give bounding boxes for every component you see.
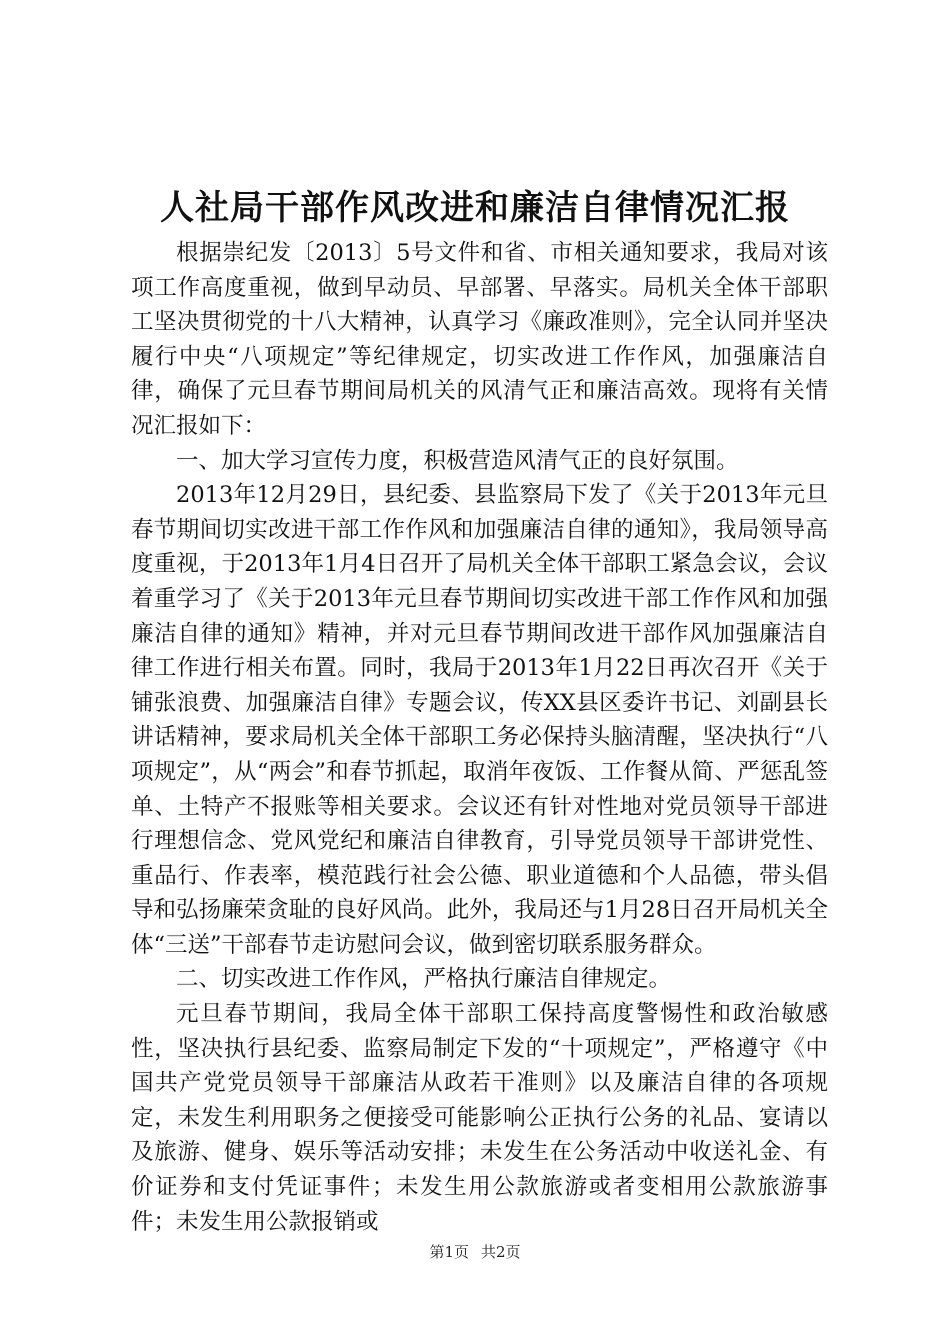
page-footer <box>0 1242 950 1262</box>
paragraph-section-1: 2013年12月29日，县纪委、县监察局下发了《关于2013年元旦春节期间切实改进干部工作作风和加强廉洁自律的通知》，我局领导高度重视，于2013年1月4日召开了局机关全体干部职工紧急会议，会议着重学习了《关于2013年元旦春节期间切实改进干部工作作风和加强廉洁自律的通知》精神，并对元旦春节期间改进干部作风加强廉洁自律工作进行相关布置。同时，我局于2013年1月22日再次召开《关于铺张浪费、加强廉洁自律》专题会议，传XX县区委许书记、刘副县长讲话精神，要求局机关全体干部职工务必保持头脑清醒，坚决执行“八项规定”，从“两会”和春节抓起，取消年夜饭、工作餐从简、严惩乱签单、土特产不报账等相关要求。会议还有针对性地对党员领导干部进行理想信念、党风党纪和廉洁自律教育，引导党员领导干部讲党性、重品行、作表率，模范践行社会公德、职业道德和个人品德，带头倡导和弘扬廉荣贪耻的良好风尚。此外，我局还与1月28日召开局机关全体“三送”干部春节走访慰问会议，做到密切联系服务群众。 <box>131 482 828 958</box>
section-heading-2: 二、切实改进工作作风，严格执行廉洁自律规定。 <box>176 966 672 993</box>
paragraph-section-2: 元旦春节期间，我局全体干部职工保持高度警惕性和政治敏感性，坚决执行县纪委、监察局制定下发的“十项规定”，严格遵守《中国共产党党员领导干部廉洁从政若干准则》以及廉洁自律的各项规定，未发生利用职务之便接受可能影响公正执行公务的礼品、宴请以及旅游、健身、娱乐等活动安排；未发生在公务活动中收送礼金、有价证券和支付凭证事件；未发生用公款旅游或者变相用公款旅游事件；未发生用公款报销或 <box>131 1001 828 1235</box>
page-total: 共2页 <box>481 1243 521 1261</box>
page-number: 第1页 <box>429 1243 469 1261</box>
paragraph-intro: 根据崇纪发〔2013〕5号文件和省、市相关通知要求，我局对该项工作高度重视，做到早动员、早部署、早落实。局机关全体干部职工坚决贯彻党的十八大精神，认真学习《廉政准则》，完全认同并坚决履行中央“八项规定”等纪律规定，切实改进工作作风，加强廉洁自律，确保了元旦春节期间局机关的风清气正和廉洁高效。现将有关情况汇报如下： <box>131 240 828 439</box>
section-heading-1: 一、加大学习宣传力度，积极营造风清气正的良好氛围。 <box>176 447 739 474</box>
document-body <box>131 236 828 1239</box>
document-title: 人社局干部作风改进和廉洁自律情况汇报 <box>160 188 790 228</box>
